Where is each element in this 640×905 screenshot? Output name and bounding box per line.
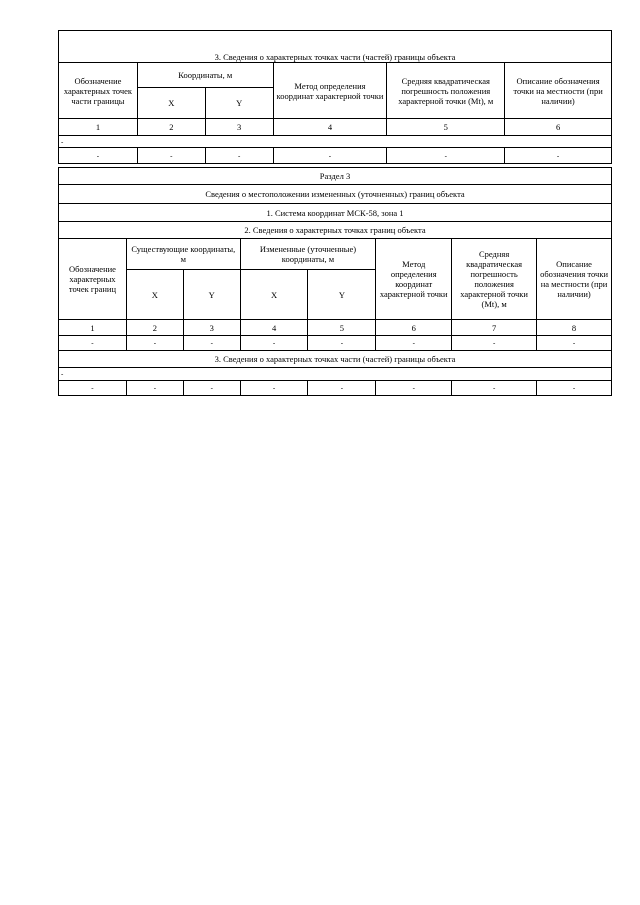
cell: - xyxy=(59,148,138,164)
cell: - xyxy=(505,148,612,164)
header-x: X xyxy=(137,88,205,119)
col-number: 4 xyxy=(240,320,308,336)
col-number: 8 xyxy=(537,320,612,336)
cell: - xyxy=(452,336,537,351)
cell: - xyxy=(376,336,452,351)
cell: - xyxy=(126,336,183,351)
coordinate-system: 1. Система координат МСК-58, зона 1 xyxy=(59,204,612,222)
table-row xyxy=(59,148,612,164)
cell: - xyxy=(183,336,240,351)
part-number-row: - xyxy=(59,368,612,381)
cell: - xyxy=(308,381,376,396)
col-number: 7 xyxy=(452,320,537,336)
cell: - xyxy=(137,148,205,164)
header-accuracy: Средняя квадратическая погрешность положения характерной точки (Mt), м xyxy=(452,239,537,320)
header-designation: Обозначение характерных точек части границы xyxy=(59,63,138,119)
cell: - xyxy=(126,381,183,396)
cell: - xyxy=(387,148,505,164)
header-existing-coords: Существующие координаты, м xyxy=(126,239,240,270)
cell: - xyxy=(537,381,612,396)
col-number: 1 xyxy=(59,119,138,136)
header-x: X xyxy=(240,270,308,320)
part-boundary-points-table xyxy=(58,30,612,164)
cell: - xyxy=(59,381,127,396)
cell: - xyxy=(273,148,387,164)
cell: - xyxy=(308,336,376,351)
header-changed-coords: Измененные (уточненные) координаты, м xyxy=(240,239,376,270)
section-title: Сведения о местоположении измененных (уточненных) границ объекта xyxy=(59,185,612,204)
col-number: 5 xyxy=(387,119,505,136)
col-number: 3 xyxy=(183,320,240,336)
cell: - xyxy=(452,381,537,396)
col-number: 1 xyxy=(59,320,127,336)
header-description: Описание обозначения точки на местности (при наличии) xyxy=(505,63,612,119)
header-method: Метод определения координат характерной точки xyxy=(376,239,452,320)
column-numbers-row xyxy=(59,320,612,336)
cell: - xyxy=(205,148,273,164)
col-number: 5 xyxy=(308,320,376,336)
table-title: 3. Сведения о характерных точках части (частей) границы объекта xyxy=(59,31,612,63)
header-y: Y xyxy=(308,270,376,320)
col-number: 4 xyxy=(273,119,387,136)
cell: - xyxy=(183,381,240,396)
header-method: Метод определения координат характерной точки xyxy=(273,63,387,119)
section-heading: Раздел 3 xyxy=(59,168,612,185)
part-number-row: - xyxy=(59,136,612,148)
header-x: X xyxy=(126,270,183,320)
part-points-title: 3. Сведения о характерных точках части (частей) границы объекта xyxy=(59,351,612,368)
col-number: 2 xyxy=(137,119,205,136)
cell: - xyxy=(537,336,612,351)
table-row xyxy=(59,381,612,396)
cell: - xyxy=(240,381,308,396)
col-number: 6 xyxy=(376,320,452,336)
header-description: Описание обозначения точки на местности (при наличии) xyxy=(537,239,612,320)
header-y: Y xyxy=(205,88,273,119)
col-number: 6 xyxy=(505,119,612,136)
column-numbers-row xyxy=(59,119,612,136)
cell: - xyxy=(240,336,308,351)
col-number: 2 xyxy=(126,320,183,336)
header-accuracy: Средняя квадратическая погрешность положения характерной точки (Mt), м xyxy=(387,63,505,119)
header-designation: Обозначение характерных точек границ xyxy=(59,239,127,320)
header-y: Y xyxy=(183,270,240,320)
cell: - xyxy=(59,336,127,351)
col-number: 3 xyxy=(205,119,273,136)
changed-boundaries-table xyxy=(58,167,612,396)
points-title: 2. Сведения о характерных точках границ объекта xyxy=(59,222,612,239)
header-coords: Координаты, м xyxy=(137,63,273,88)
table-row xyxy=(59,336,612,351)
cell: - xyxy=(376,381,452,396)
